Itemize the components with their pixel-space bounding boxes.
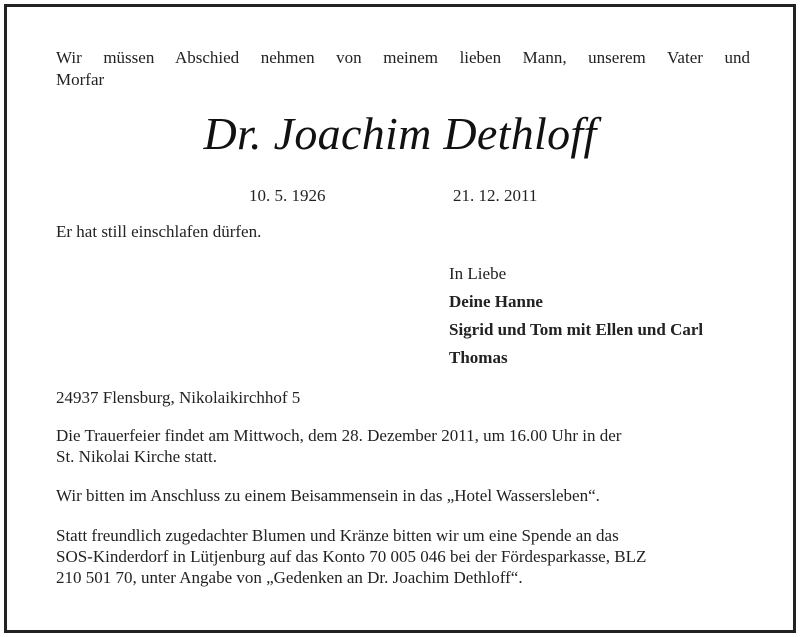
signers-intro: In Liebe [449, 264, 507, 283]
intro-text [56, 47, 750, 91]
donation-line-1: Statt freundlich zugedachter Blumen und Kränze bitten wir um eine Spende an das [56, 526, 619, 545]
deceased-name: Dr. Joachim Dethloff [203, 108, 597, 159]
signers-block [449, 260, 703, 372]
signer-name: Deine Hanne [449, 292, 543, 311]
intro-line-2: Morfar [56, 70, 105, 89]
signer-name: Sigrid und Tom mit Ellen und Carl [449, 320, 704, 339]
donation-line-2: SOS-Kinderdorf in Lütjenburg auf das Konto 70 005 046 bei der Fördesparkasse, BLZ [56, 547, 647, 566]
birth-date: 10. 5. 1926 [249, 186, 326, 205]
gathering-info: Wir bitten im Anschluss zu einem Beisammensein in das „Hotel Wassersleben“. [56, 486, 600, 505]
address-text: 24937 Flensburg, Nikolaikirchhof 5 [56, 388, 301, 407]
signer-name: Thomas [449, 348, 508, 367]
obituary-notice [4, 4, 796, 633]
death-date: 21. 12. 2011 [453, 186, 538, 205]
intro-line-1: Wir müssen Abschied nehmen von meinem lieben Mann, unserem Vater und [56, 48, 750, 67]
funeral-info [56, 425, 750, 467]
funeral-line-1: Die Trauerfeier findet am Mittwoch, dem 28. Dezember 2011, um 16.00 Uhr in der [56, 426, 622, 445]
donation-line-3: 210 501 70, unter Angabe von „Gedenken an Dr. Joachim Dethloff“. [56, 568, 523, 587]
funeral-line-2: St. Nikolai Kirche statt. [56, 447, 218, 466]
donation-info [56, 525, 750, 588]
statement-text: Er hat still einschlafen dürfen. [56, 222, 262, 241]
